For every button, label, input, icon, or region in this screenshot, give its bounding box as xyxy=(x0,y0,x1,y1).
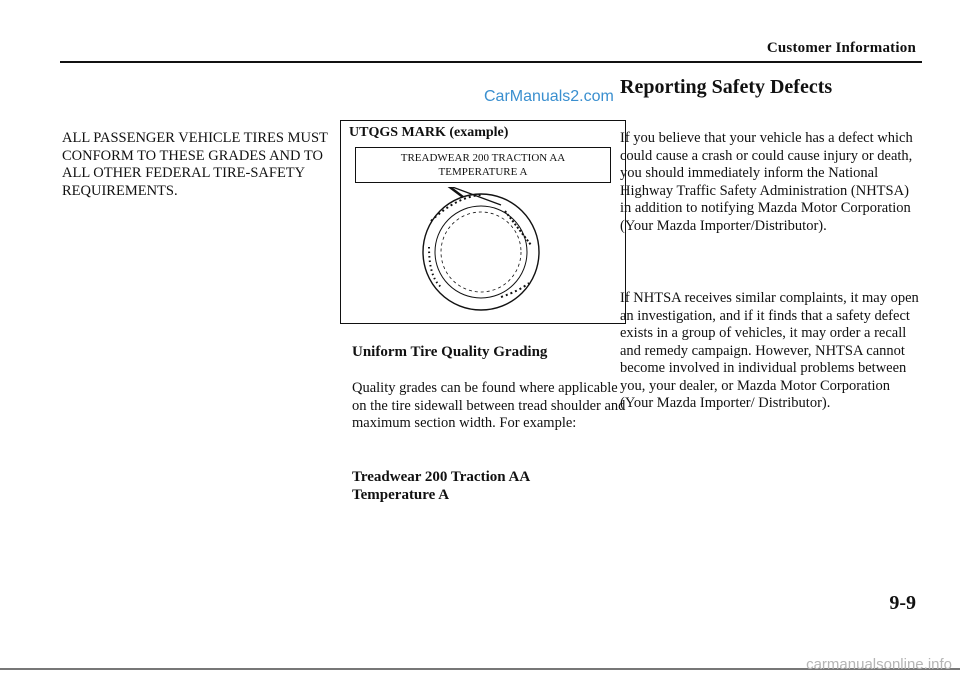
footer-watermark[interactable]: carmanualsonline.info xyxy=(806,656,952,673)
header-rule xyxy=(60,61,922,63)
example-line2: Temperature A xyxy=(352,487,450,503)
page-number: 9-9 xyxy=(889,592,916,614)
figure-box-line2: TEMPERATURE A xyxy=(438,166,528,178)
tire-sidewall-icon xyxy=(401,187,561,317)
section-header-title: Customer Information xyxy=(766,40,916,56)
safety-paragraph-2: If NHTSA receives similar complaints, it may open an investigation, and if it finds that a safety defect exists in a group of vehicles, it may order a recall and remedy campaign. However, NHTSA cannot become involved in individual problems between you, your dealer, or Mazda Motor Corporation (Your Mazda Importer/ Distributor). xyxy=(620,290,919,411)
watermark-link[interactable]: CarManuals2.com xyxy=(484,88,614,105)
example-line1: Treadwear 200 Traction AA xyxy=(352,469,531,485)
grading-text: Quality grades can be found where applicable on the tire sidewall between tread shoulder and maximum section width. For example: xyxy=(352,380,626,431)
figure-box-line1: TREADWEAR 200 TRACTION AA xyxy=(400,152,566,164)
grading-example xyxy=(352,468,530,504)
safety-paragraph-1: If you believe that your vehicle has a defect which could cause a crash or could cause injury or death, you should immediately inform the National Highway Traffic Safety Administration (NHTSA) in addition to notifying Mazda Motor Corporation (Your Mazda Importer/Distributor). xyxy=(620,130,913,234)
utqgs-figure xyxy=(340,120,626,324)
safety-defects-heading: Reporting Safety Defects xyxy=(620,76,833,98)
grading-heading: Uniform Tire Quality Grading xyxy=(352,344,548,360)
figure-grade-box xyxy=(355,147,611,183)
figure-title: UTQGS MARK (example) xyxy=(349,125,509,140)
tire-warning-text: ALL PASSENGER VEHICLE TIRES MUST CONFORM TO THESE GRADES AND TO ALL OTHER FEDERAL TIRE-SAFETY REQUIREMENTS. xyxy=(62,130,328,199)
